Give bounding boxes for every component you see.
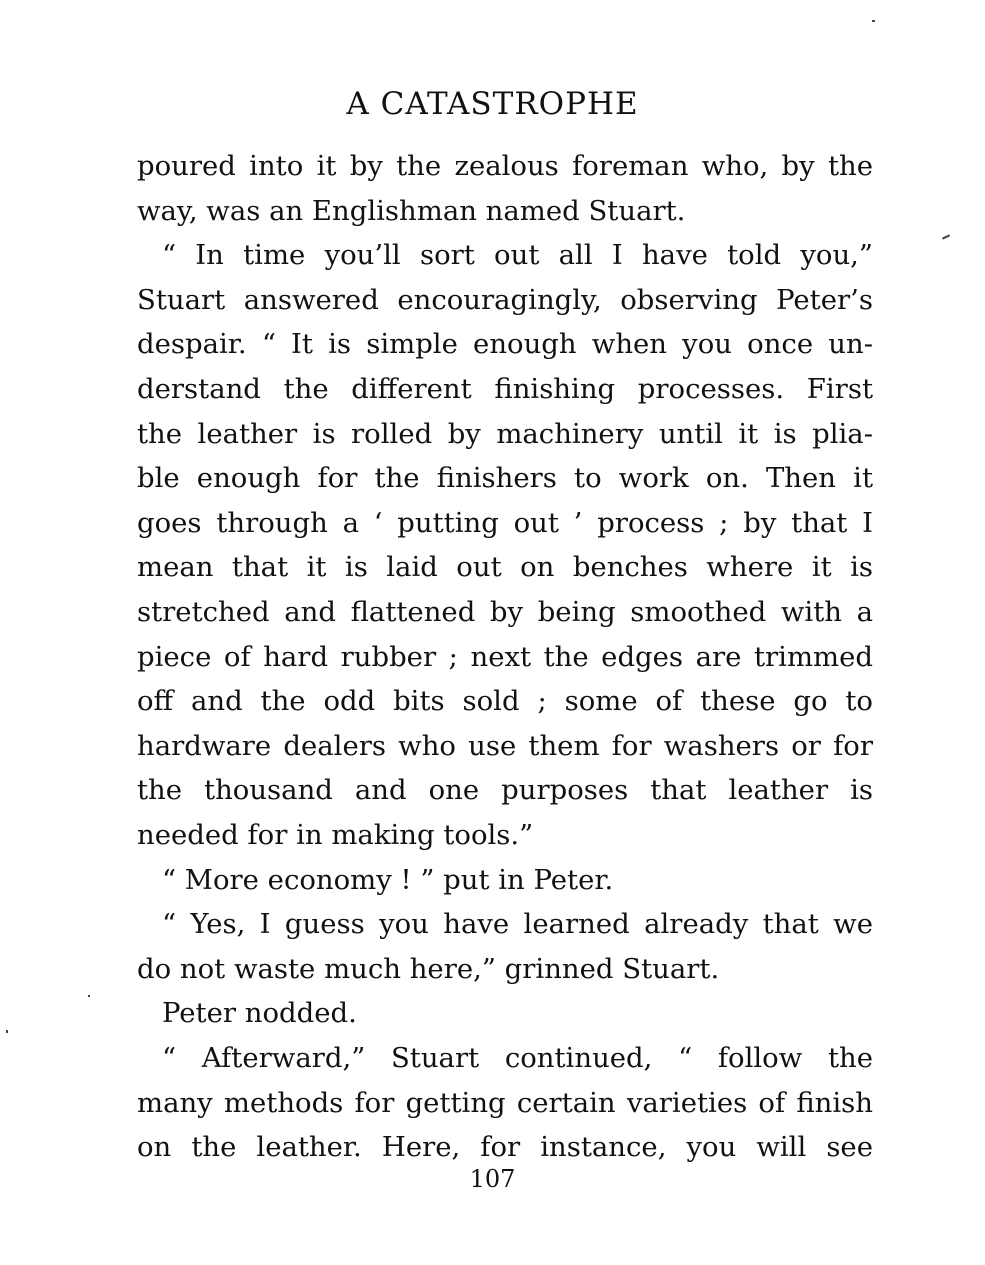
text-line: derstand the different finishing processes. First	[137, 373, 873, 405]
text-line: many methods for getting certain varieties of finish	[137, 1086, 873, 1119]
text-line: off and the odd bits sold ; some of these go to	[137, 685, 873, 718]
text-line: mean that it is laid out on benches where it is	[137, 551, 873, 584]
text-line: the thousand and one purposes that leather is	[137, 774, 873, 807]
text-line: poured into it by the zealous foreman who, by the	[137, 150, 873, 182]
text-line: ble enough for the finishers to work on. Then it	[137, 462, 873, 495]
text-line: “ Yes, I guess you have learned already that we	[162, 908, 873, 941]
text-line: do not waste much here,” grinned Stuart.	[137, 952, 720, 985]
text-line: despair. “ It is simple enough when you once un-	[137, 328, 873, 361]
running-head: A CATASTROPHE	[346, 86, 639, 122]
scan-speck	[6, 1030, 8, 1033]
text-line: Stuart answered encouragingly, observing Peter’s	[137, 283, 873, 316]
text-line: needed for in making tools.”	[137, 819, 534, 851]
page-number: 107	[469, 1165, 516, 1193]
text-line: way, was an Englishman named Stuart.	[137, 194, 686, 227]
text-line: the leather is rolled by machinery until it is plia-	[137, 417, 873, 450]
text-line: “ More economy ! ” put in Peter.	[162, 863, 614, 896]
text-line: stretched and flattened by being smoothed with a	[137, 596, 873, 628]
scan-speck	[872, 20, 875, 22]
text-line: piece of hard rubber ; next the edges are trimmed	[137, 640, 873, 673]
text-line: hardware dealers who use them for washers or for	[137, 729, 873, 762]
text-line: goes through a ‘ putting out ’ process ; by that I	[137, 506, 873, 539]
text-line: “ Afterward,” Stuart continued, “ follow the	[162, 1042, 873, 1074]
text-line: on the leather. Here, for instance, you will see	[137, 1131, 873, 1164]
scan-speck	[88, 995, 90, 997]
scan-speck	[942, 234, 950, 239]
text-line: Peter nodded.	[162, 997, 357, 1030]
text-line: “ In time you’ll sort out all I have told you,”	[162, 239, 873, 272]
